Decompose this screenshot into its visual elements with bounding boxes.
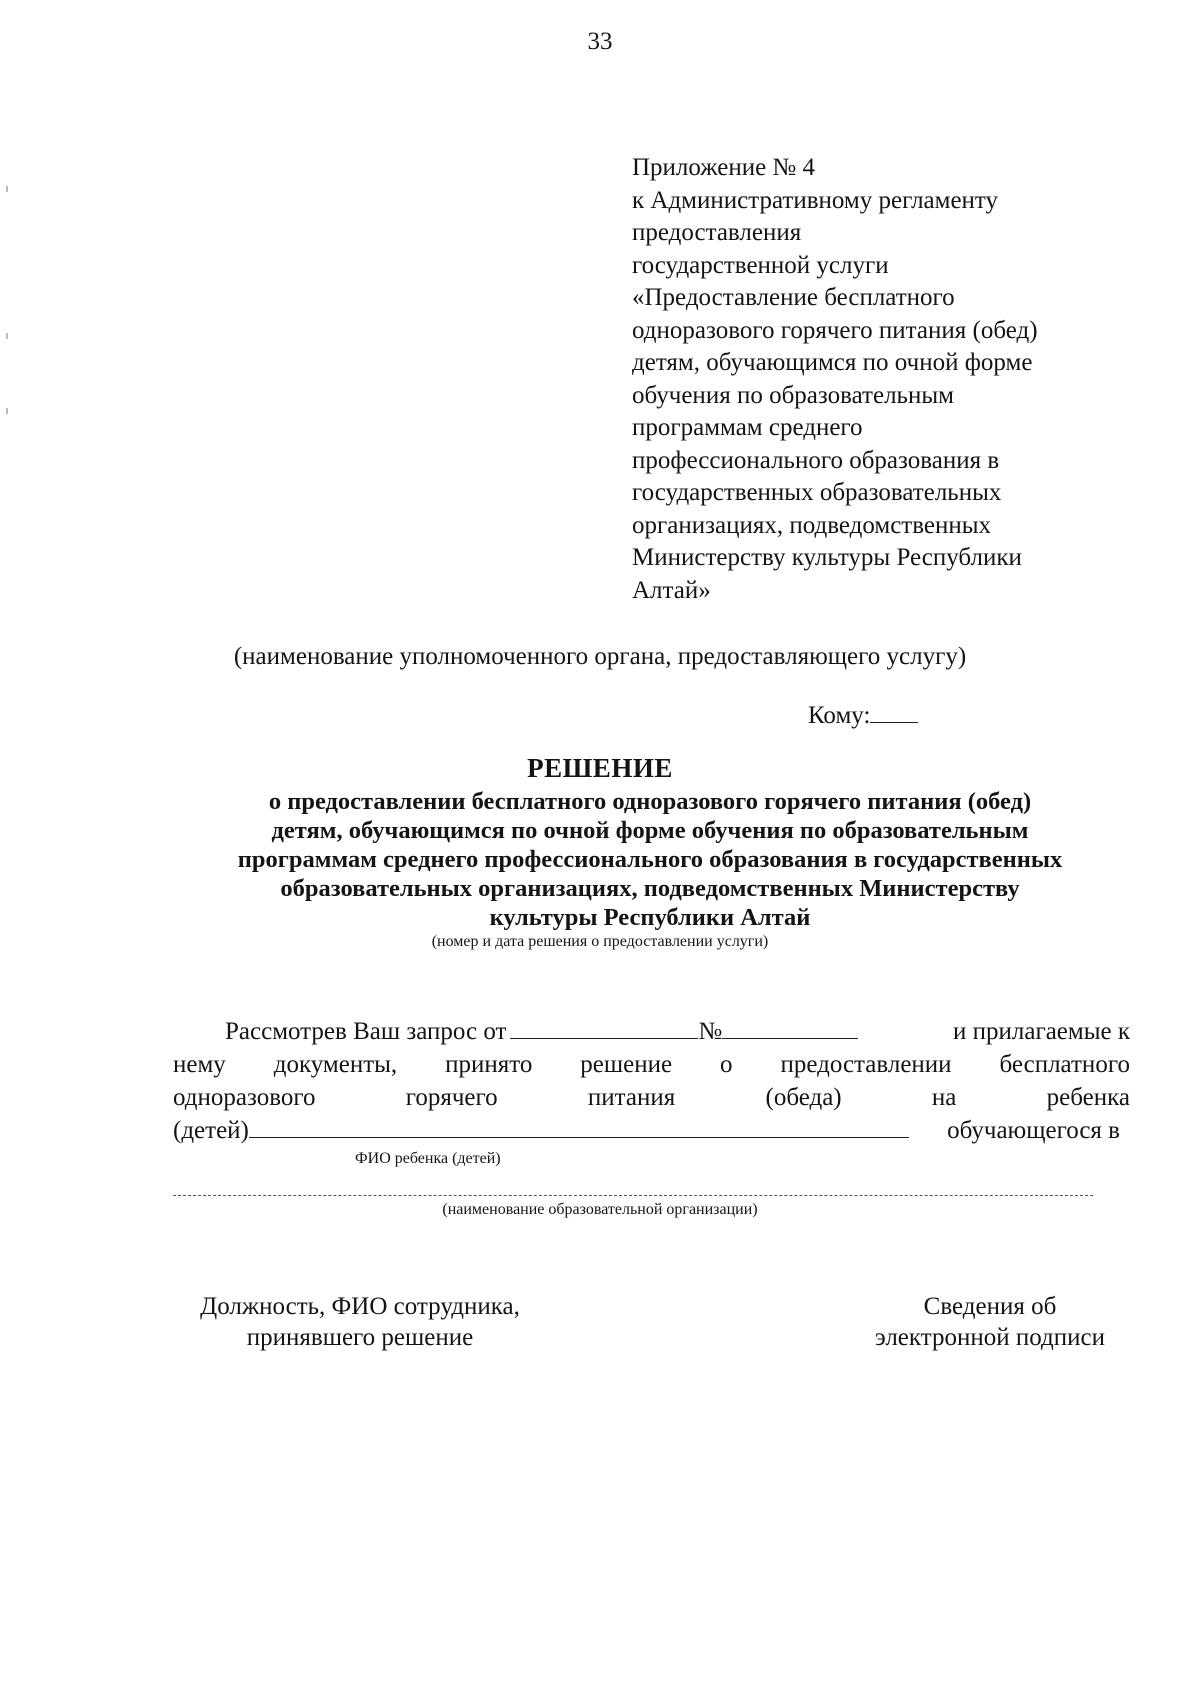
body-word: одноразового [173, 1084, 316, 1111]
appendix-line: организациях, подведомственных [632, 511, 992, 539]
esignature-block [840, 1291, 1140, 1353]
appendix-line: одноразового горячего питания (обед) [632, 316, 1038, 344]
number-sign: № [698, 1018, 723, 1045]
subtitle-line: образовательных организациях, подведомственных Министерству [280, 875, 1020, 902]
page-number: 33 [587, 28, 613, 55]
appendix-line: государственных образовательных [632, 479, 1002, 506]
signer-line: Должность, ФИО сотрудника, [200, 1293, 520, 1320]
body-word: нему [173, 1051, 226, 1078]
subtitle-line: детям, обучающимся по очной форме обучения по образовательным [271, 817, 1029, 844]
subtitle-line: культуры Республики Алтай [489, 904, 811, 931]
appendix-header [632, 152, 1152, 607]
request-from-label: Рассмотрев Ваш запрос от [225, 1018, 507, 1045]
appendix-line: Министерству культуры Республики [632, 544, 1022, 571]
body-word: питания [587, 1084, 676, 1111]
document-title: РЕШЕНИЕ [527, 753, 673, 783]
studying-at-label: обучающегося в [947, 1117, 1120, 1144]
appendix-line: детям, обучающимся по очной форме [632, 349, 1033, 376]
request-date-blank[interactable] [510, 1038, 698, 1039]
attached-label: и прилагаемые к [952, 1018, 1130, 1045]
body-word: предоставлении [780, 1051, 952, 1078]
appendix-line: предоставления [632, 219, 802, 246]
appendix-line: Алтай» [632, 576, 711, 604]
recipient-blank[interactable] [870, 722, 918, 723]
body-word: о [720, 1051, 733, 1078]
scan-speck [6, 186, 8, 192]
body-word: ребенка [1046, 1084, 1130, 1111]
child-name-blank[interactable] [249, 1137, 909, 1138]
document-subtitle [160, 787, 1140, 932]
signer-line: принявшего решение [246, 1324, 474, 1351]
appendix-line: Приложение № 4 [632, 154, 816, 181]
recipient-line [808, 702, 918, 730]
body-line-3 [173, 1084, 1130, 1112]
appendix-line: программам среднего [632, 414, 863, 441]
authority-caption: (наименование уполномоченного органа, предоставляющего услугу) [233, 643, 967, 670]
appendix-line: к Административному регламенту [632, 186, 999, 214]
scan-speck [6, 408, 8, 414]
appendix-line: государственной услуги [632, 251, 889, 279]
subtitle-line: о предоставлении бесплатного одноразового горячего питания (обед) [268, 788, 1032, 815]
org-name-caption: (наименование образовательной организации) [442, 1201, 758, 1218]
child-name-caption: ФИО ребенка (детей) [355, 1150, 501, 1167]
body-word: решение [580, 1051, 673, 1078]
body-line-4 [173, 1117, 1120, 1145]
body-line-2 [173, 1051, 1130, 1079]
decision-caption: (номер и дата решения о предоставлении услуги) [431, 933, 769, 950]
body-word: горячего [405, 1084, 498, 1111]
body-word: документы, [273, 1051, 398, 1078]
body-word: бесплатного [999, 1051, 1130, 1078]
appendix-line: профессионального образования в [632, 446, 1000, 474]
body-line-1 [173, 1018, 1130, 1046]
appendix-line: обучения по образовательным [632, 381, 954, 409]
subtitle-line: программам среднего профессионального образования в государственных [237, 846, 1063, 873]
body-word: принято [445, 1051, 533, 1078]
body-word: на [931, 1084, 957, 1111]
recipient-label: Кому: [808, 702, 871, 729]
esignature-line: Сведения об [923, 1293, 1057, 1320]
org-name-blank[interactable] [173, 1195, 1093, 1196]
children-label: (детей) [173, 1117, 249, 1144]
appendix-line: «Предоставление бесплатного [632, 284, 955, 311]
signer-block [140, 1291, 580, 1353]
body-word: (обеда) [765, 1084, 842, 1111]
scan-speck [6, 333, 8, 339]
request-number-blank[interactable] [722, 1038, 858, 1039]
esignature-line: электронной подписи [875, 1324, 1105, 1351]
